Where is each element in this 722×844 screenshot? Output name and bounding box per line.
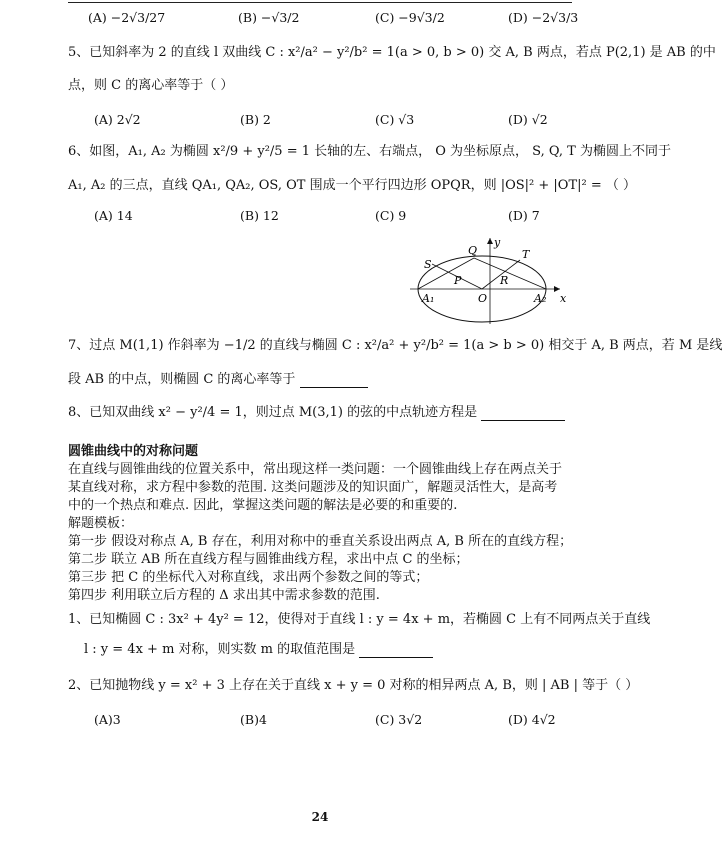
- q6-line1: 6、如图，A₁, A₂ 为椭圆 x²/9 + y²/5 = 1 长轴的左、右端点， O 为坐标原点， S, Q, T 为椭圆上不同于: [68, 144, 671, 159]
- q5-option-c: (C) √3: [375, 112, 415, 127]
- q5-option-d: (D) √2: [508, 112, 548, 127]
- step-1: 第一步 假设对称点 A, B 存在，利用对称中的垂直关系设出两点 A, B 所在的直线方程；: [68, 534, 573, 549]
- section-title: 圆锥曲线中的对称问题: [68, 444, 199, 459]
- ellipse-figure: [410, 232, 570, 324]
- label-r: R: [500, 274, 509, 287]
- q4-option-d: (D) −2√3/3: [508, 10, 579, 25]
- label-q: Q: [468, 244, 478, 257]
- step-2: 第二步 联立 AB 所在直线方程与圆锥曲线方程，求出中点 C 的坐标；: [68, 552, 469, 567]
- q7-line2-wrap: [68, 372, 368, 388]
- q8-answer-blank[interactable]: [481, 406, 565, 421]
- q4-option-a: (A) −2√3/27: [88, 10, 166, 25]
- p2-line1: 2、已知抛物线 y = x² + 3 上存在关于直线 x + y = 0 对称的相异两点 A, B，则 | AB | 等于（ ）: [68, 678, 639, 693]
- y-axis-arrow: [487, 238, 493, 244]
- q4-option-c: (C) −9√3/2: [375, 10, 445, 25]
- q5-option-a: (A) 2√2: [94, 112, 141, 127]
- section-para-2: 某直线对称，求方程中参数的范围. 这类问题涉及的知识面广，解题灵活性大，是高考: [68, 480, 558, 495]
- q6-option-a: (A) 14: [94, 208, 133, 223]
- template-title: 解题模板：: [68, 516, 134, 531]
- p2-option-b: (B)4: [240, 712, 267, 727]
- top-rule: [68, 2, 572, 3]
- p1-line1: 1、已知椭圆 C : 3x² + 4y² = 12，使得对于直线 l : y = 4x + m，若椭圆 C 上有不同两点关于直线: [68, 612, 651, 627]
- step-3: 第三步 把 C 的坐标代入对称直线，求出两个参数之间的等式；: [68, 570, 429, 585]
- q4-option-b: (B) −√3/2: [238, 10, 300, 25]
- p1-line2: l : y = 4x + m 对称，则实数 m 的取值范围是: [84, 642, 356, 657]
- q7-line2: 段 AB 的中点，则椭圆 C 的离心率等于: [68, 372, 296, 387]
- q8-wrap: [68, 405, 565, 421]
- p2-option-c: (C) 3√2: [375, 712, 423, 727]
- p1-answer-blank[interactable]: [359, 643, 433, 658]
- label-t: T: [522, 248, 530, 261]
- label-x: x: [560, 292, 567, 305]
- p2-option-a: (A)3: [94, 712, 121, 727]
- label-y: y: [494, 236, 501, 249]
- section-para-3: 中的一个热点和难点. 因此，掌握这类问题的解法是必要的和重要的.: [68, 498, 458, 513]
- p1-line2-wrap: [84, 642, 433, 658]
- label-a1: A₁: [422, 292, 435, 305]
- q6-option-c: (C) 9: [375, 208, 407, 223]
- q5-line2: 点，则 C 的离心率等于（ ）: [68, 78, 234, 93]
- p2-option-d: (D) 4√2: [508, 712, 556, 727]
- q7-answer-blank[interactable]: [300, 373, 368, 388]
- q6-line2: A₁, A₂ 的三点，直线 QA₁, QA₂, OS, OT 围成一个平行四边形 OPQR，则 |OS|² + |OT|² = （ ）: [68, 178, 636, 193]
- step-4: 第四步 利用联立后方程的 Δ 求出其中需求参数的范围.: [68, 588, 380, 603]
- section-para-1: 在直线与圆锥曲线的位置关系中，常出现这样一类问题：一个圆锥曲线上存在两点关于: [68, 462, 563, 477]
- q8-line1: 8、已知双曲线 x² − y²/4 = 1，则过点 M(3,1) 的弦的中点轨迹方程是: [68, 405, 478, 420]
- page-number: 24: [311, 810, 329, 824]
- line-qa2: [474, 258, 546, 289]
- label-o: O: [478, 292, 488, 305]
- label-a2: A₂: [534, 292, 547, 305]
- label-p: P: [454, 274, 462, 287]
- q6-option-b: (B) 12: [240, 208, 279, 223]
- q7-line1: 7、过点 M(1,1) 作斜率为 −1/2 的直线与椭圆 C : x²/a² + y²/b² = 1(a > b > 0) 相交于 A, B 两点，若 M 是线: [68, 338, 722, 353]
- q6-option-d: (D) 7: [508, 208, 540, 223]
- label-s: S: [424, 258, 432, 271]
- q5-option-b: (B) 2: [240, 112, 271, 127]
- q5-line1: 5、已知斜率为 2 的直线 l 双曲线 C : x²/a² − y²/b² = 1(a > 0, b > 0) 交 A, B 两点，若点 P(2,1) 是 AB 的中: [68, 45, 716, 60]
